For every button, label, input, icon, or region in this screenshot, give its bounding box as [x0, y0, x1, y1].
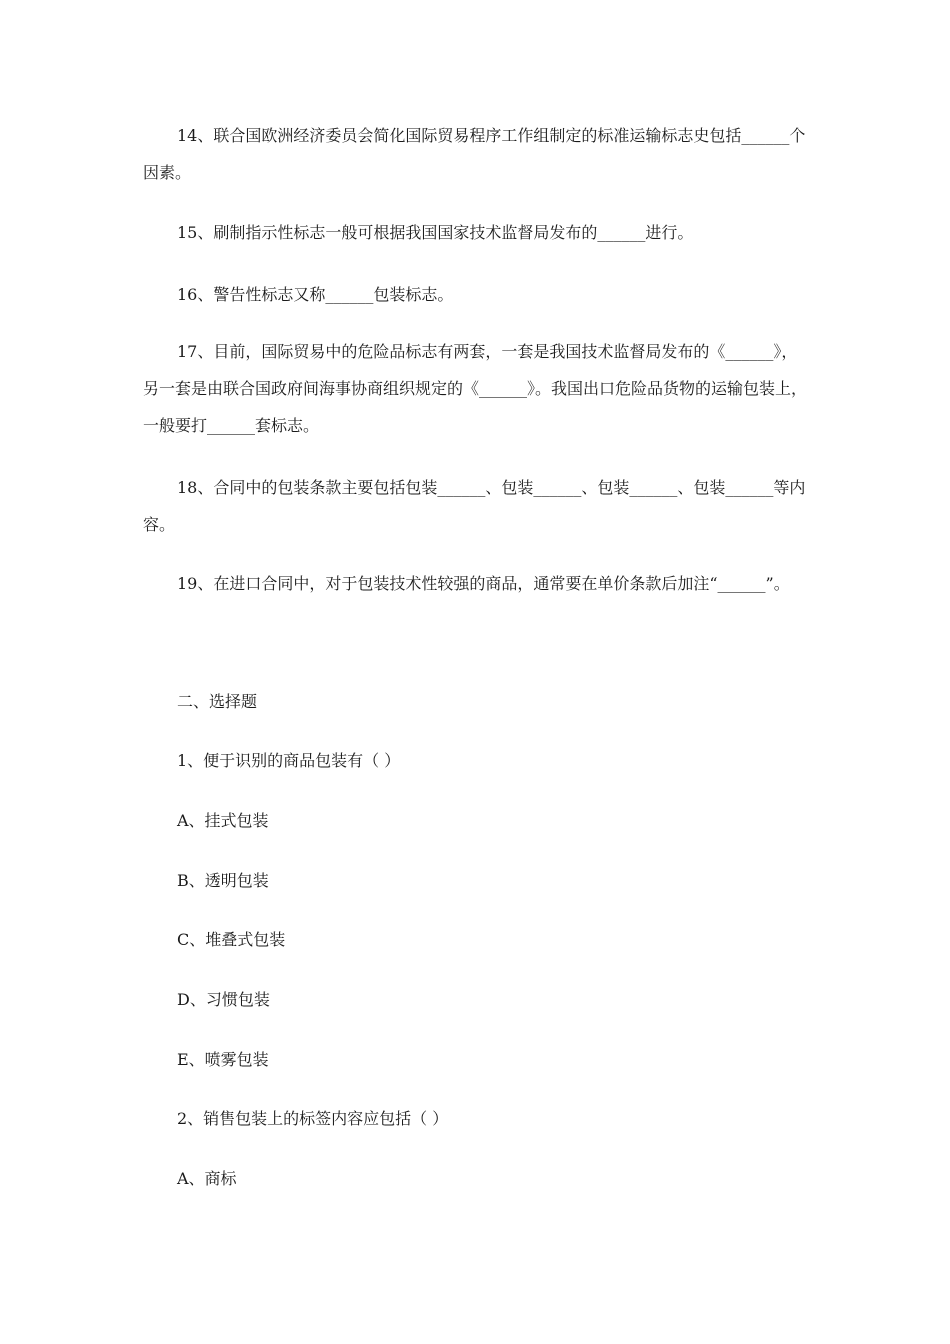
mc-question-2-stem: 2、销售包装上的标签内容应包括（ ） [177, 1109, 449, 1128]
mc-question-2-option-a: A、商标 [177, 1169, 237, 1188]
section-title: 二、选择题 [177, 692, 258, 711]
mc-question-1-option-a: A、挂式包装 [177, 811, 269, 830]
question-16: 16、警告性标志又称______包装标志。 [177, 285, 454, 304]
question-18: 18、合同中的包装条款主要包括包装______、包装______、包装______、包装______等内容。 [143, 478, 806, 534]
question-15: 15、刷制指示性标志一般可根据我国国家技术监督局发布的______进行。 [177, 223, 694, 242]
question-17: 17、目前，国际贸易中的危险品标志有两套，一套是我国技术监督局发布的《______》，另一套是由联合国政府间海事协商组织规定的《______》。我国出口危险品货物的运输包装上，一般要打______套标志。 [143, 342, 808, 435]
mc-question-1-option-d: D、习惯包装 [177, 990, 270, 1009]
question-14: 14、联合国欧洲经济委员会简化国际贸易程序工作组制定的标准运输标志史包括______个因素。 [143, 126, 806, 182]
question-19: 19、在进口合同中，对于包装技术性较强的商品，通常要在单价条款后加注“______”。 [177, 574, 790, 593]
mc-question-1-stem: 1、便于识别的商品包装有（ ） [177, 751, 401, 770]
mc-question-1-option-e: E、喷雾包装 [177, 1050, 269, 1069]
mc-question-1-option-c: C、堆叠式包装 [177, 930, 286, 949]
mc-question-1-option-b: B、透明包装 [177, 871, 269, 890]
